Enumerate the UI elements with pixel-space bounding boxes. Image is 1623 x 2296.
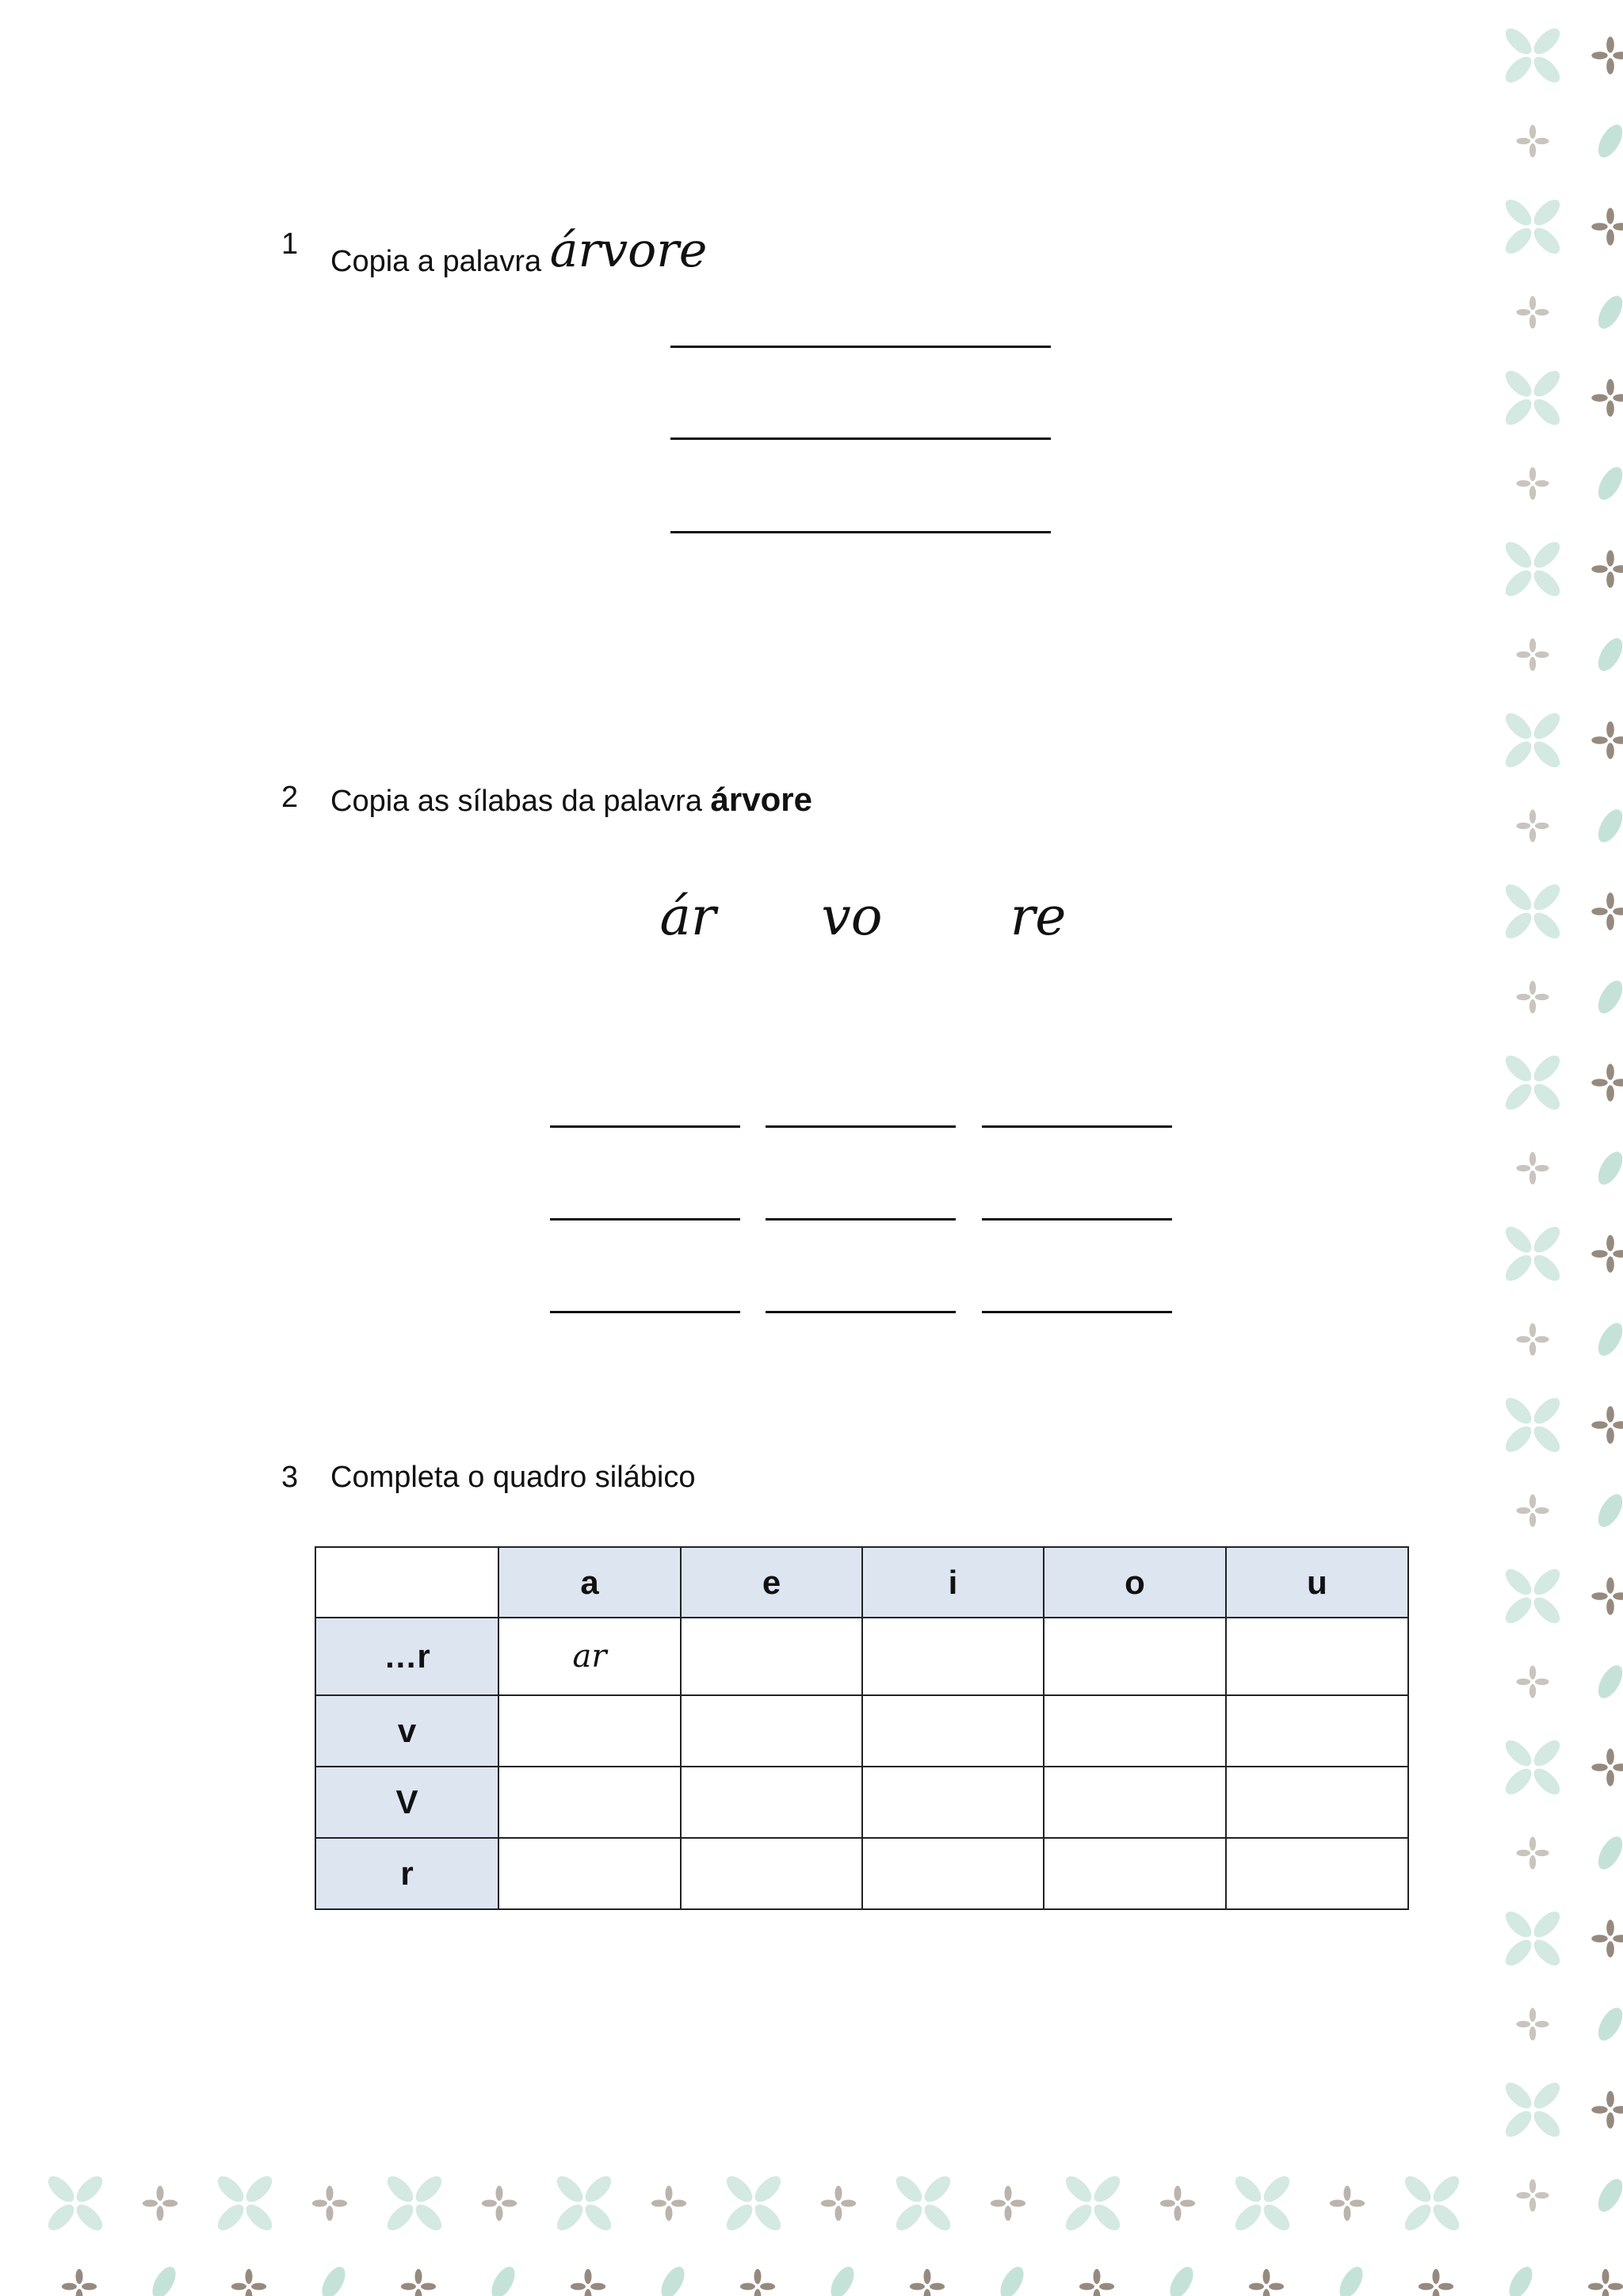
small-flower-icon [1419, 2269, 1453, 2296]
flower-motif-icon [1501, 1907, 1564, 1969]
table-cell[interactable] [681, 1618, 862, 1695]
question-1-number: 1 [281, 227, 299, 261]
flower-motif-icon [1501, 537, 1564, 600]
leaf-motif-icon [1594, 1148, 1623, 1188]
leaf-motif-icon [1594, 976, 1623, 1017]
small-flower-icon [312, 2186, 347, 2221]
small-flower-icon [1160, 2186, 1195, 2221]
table-cell[interactable] [681, 1838, 862, 1909]
small-flower-icon [651, 2186, 686, 2221]
flower-motif-icon [1501, 195, 1564, 258]
small-flower-icon [1591, 1406, 1623, 1443]
small-flower-icon [1591, 36, 1623, 74]
small-flower-icon [1516, 1665, 1549, 1698]
question-3-text: Completa o quadro silábico [330, 1461, 696, 1494]
syllable-1: ár [659, 886, 716, 947]
flower-motif-icon [1501, 1051, 1564, 1114]
table-corner-cell [315, 1547, 498, 1618]
table-cell[interactable] [681, 1767, 862, 1838]
flower-motif-icon [722, 2172, 785, 2234]
small-flower-icon [1330, 2186, 1365, 2221]
small-flower-icon [231, 2269, 266, 2296]
table-cell[interactable] [1044, 1618, 1226, 1695]
table-cell[interactable] [1044, 1767, 1226, 1838]
leaf-motif-icon [1165, 2263, 1197, 2296]
leaf-motif-icon [147, 2263, 180, 2296]
question-1-word: árvore [549, 223, 708, 278]
small-flower-icon [1079, 2269, 1114, 2296]
table-row [315, 1618, 1408, 1695]
question-2-label: Copia as sílabas da palavra [330, 785, 702, 818]
small-flower-icon [1591, 1748, 1623, 1786]
column-header: o [1044, 1547, 1226, 1618]
flower-motif-icon [1501, 2078, 1564, 2141]
flower-motif-icon [1501, 880, 1564, 942]
table-cell[interactable] [1044, 1695, 1226, 1767]
small-flower-icon [1516, 809, 1549, 842]
small-flower-icon [1516, 2179, 1549, 2211]
small-flower-icon [1516, 1152, 1549, 1184]
leaf-motif-icon [1594, 1490, 1623, 1530]
leaf-motif-icon [1594, 120, 1623, 161]
small-flower-icon [1588, 2269, 1623, 2296]
column-header: e [681, 1547, 862, 1618]
leaf-motif-icon [1335, 2263, 1367, 2296]
question-1-label: Copia a palavra [330, 245, 542, 278]
table-cell[interactable] [681, 1695, 862, 1767]
column-header: a [498, 1547, 681, 1618]
small-flower-icon [910, 2269, 945, 2296]
small-flower-icon [143, 2186, 178, 2221]
leaf-motif-icon [826, 2263, 858, 2296]
question-2-word: árvore [710, 781, 812, 818]
small-flower-icon [1516, 296, 1549, 328]
question-1-text [330, 223, 708, 283]
leaf-motif-icon [1594, 1319, 1623, 1359]
small-flower-icon [1591, 1577, 1623, 1614]
syllable-answer-line[interactable] [550, 1311, 740, 1313]
leaf-motif-icon [1594, 805, 1623, 846]
table-row [315, 1838, 1408, 1909]
table-cell[interactable] [862, 1695, 1044, 1767]
small-flower-icon [1591, 2091, 1623, 2128]
leaf-motif-icon [1594, 2004, 1623, 2044]
small-flower-icon [571, 2269, 605, 2296]
small-flower-icon [1516, 467, 1549, 499]
small-flower-icon [1516, 980, 1549, 1013]
table-cell[interactable] [1226, 1618, 1408, 1695]
answer-line[interactable] [670, 346, 1051, 348]
small-flower-icon [1591, 550, 1623, 587]
table-cell[interactable] [498, 1767, 681, 1838]
table-row [315, 1767, 1408, 1838]
small-flower-icon [1516, 1836, 1549, 1869]
small-flower-icon [1591, 1235, 1623, 1272]
question-2-text [330, 781, 812, 819]
small-flower-icon [821, 2186, 856, 2221]
small-flower-icon [62, 2269, 97, 2296]
small-flower-icon [1249, 2269, 1284, 2296]
small-flower-icon [740, 2269, 775, 2296]
syllable-answer-line[interactable] [982, 1218, 1172, 1221]
column-header: u [1226, 1547, 1408, 1618]
flower-motif-icon [892, 2172, 954, 2234]
small-flower-icon [1516, 1323, 1549, 1355]
table-cell[interactable] [1226, 1838, 1408, 1909]
row-header: V [315, 1767, 498, 1838]
flower-motif-icon [213, 2172, 276, 2234]
small-flower-icon [991, 2186, 1025, 2221]
syllable-answer-line[interactable] [766, 1311, 956, 1313]
table-cell[interactable] [498, 1838, 681, 1909]
small-flower-icon [1516, 2008, 1549, 2040]
leaf-motif-icon [995, 2263, 1028, 2296]
flower-motif-icon [1501, 709, 1564, 771]
syllable-answer-line[interactable] [550, 1125, 740, 1128]
flower-motif-icon [1501, 1736, 1564, 1798]
small-flower-icon [1591, 208, 1623, 245]
flower-motif-icon [1501, 1564, 1564, 1627]
leaf-motif-icon [317, 2263, 349, 2296]
table-cell[interactable]: ar [498, 1618, 681, 1695]
flower-motif-icon [1061, 2172, 1124, 2234]
syllable-table [315, 1546, 1409, 1910]
leaf-motif-icon [1594, 2175, 1623, 2215]
flower-motif-icon [1501, 1222, 1564, 1285]
syllable-answer-line[interactable] [982, 1311, 1172, 1313]
small-flower-icon [1591, 379, 1623, 416]
question-3-number: 3 [281, 1461, 299, 1494]
table-cell[interactable] [862, 1767, 1044, 1838]
leaf-motif-icon [1594, 1661, 1623, 1702]
small-flower-icon [401, 2269, 436, 2296]
row-header: r [315, 1838, 498, 1909]
syllable-3: re [1010, 886, 1067, 947]
flower-motif-icon [44, 2172, 106, 2234]
leaf-motif-icon [487, 2263, 519, 2296]
leaf-motif-icon [1594, 634, 1623, 674]
table-cell[interactable] [1226, 1767, 1408, 1838]
small-flower-icon [1591, 1064, 1623, 1101]
row-header: v [315, 1695, 498, 1767]
syllable-2: vo [821, 886, 883, 947]
table-row [315, 1695, 1408, 1767]
flower-motif-icon [1400, 2172, 1463, 2234]
answer-line[interactable] [670, 531, 1051, 533]
table-cell[interactable] [1226, 1695, 1408, 1767]
table-cell[interactable] [1044, 1838, 1226, 1909]
flower-motif-icon [1231, 2172, 1293, 2234]
question-2-number: 2 [281, 781, 299, 814]
small-flower-icon [1591, 892, 1623, 930]
syllable-answer-line[interactable] [982, 1125, 1172, 1128]
answer-line[interactable] [670, 437, 1051, 440]
column-header: i [862, 1547, 1044, 1618]
flower-motif-icon [1501, 366, 1564, 429]
syllable-answer-line[interactable] [766, 1218, 956, 1221]
flower-motif-icon [1501, 1393, 1564, 1456]
small-flower-icon [482, 2186, 517, 2221]
table-header-row [315, 1547, 1408, 1618]
table-cell[interactable] [862, 1618, 1044, 1695]
table-cell[interactable] [862, 1838, 1044, 1909]
row-header: …r [315, 1618, 498, 1695]
leaf-motif-icon [1594, 292, 1623, 332]
syllable-answer-line[interactable] [766, 1125, 956, 1128]
leaf-motif-icon [656, 2263, 689, 2296]
leaf-motif-icon [1594, 463, 1623, 503]
small-flower-icon [1516, 124, 1549, 157]
small-flower-icon [1516, 1494, 1549, 1526]
leaf-motif-icon [1504, 2263, 1537, 2296]
leaf-motif-icon [1594, 1832, 1623, 1873]
small-flower-icon [1591, 1920, 1623, 1957]
flower-motif-icon [383, 2172, 445, 2234]
flower-motif-icon [552, 2172, 615, 2234]
small-flower-icon [1591, 721, 1623, 758]
small-flower-icon [1516, 638, 1549, 670]
syllable-answer-line[interactable] [550, 1218, 740, 1221]
table-cell[interactable] [498, 1695, 681, 1767]
flower-motif-icon [1501, 24, 1564, 86]
